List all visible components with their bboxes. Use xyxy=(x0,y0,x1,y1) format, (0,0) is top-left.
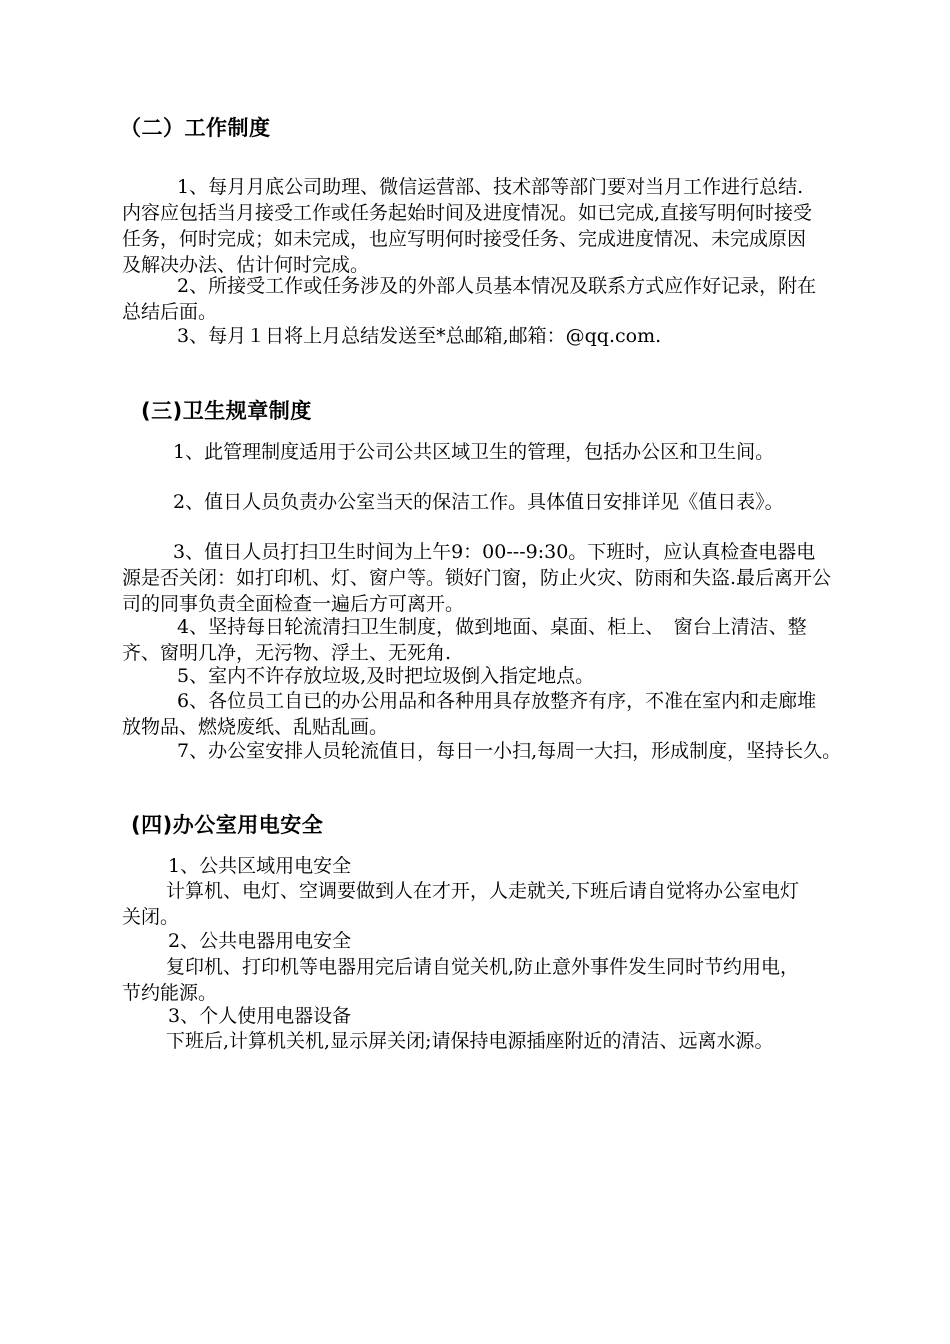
paragraph: 1、公共区域用电安全 xyxy=(168,855,352,877)
section-heading-electrical-safety: (四)办公室用电安全 xyxy=(131,813,324,837)
paragraph: 1、每月月底公司助理、微信运营部、技术部等部门要对当月工作进行总结.内容应包括当月接受工作或任务起始时间及进度情况。如已完成,直接写明何时接受任务，何时完成；如未完成，也应写明何时接受任务、完成进度情况、未完成原因及解决办法、估计何时完成。 xyxy=(122,176,813,276)
paragraph: 5、室内不许存放垃圾,及时把垃圾倒入指定地点。 xyxy=(177,665,595,687)
paragraph: 计算机、电灯、空调要做到人在才开，人走就关,下班后请自觉将办公室电灯关闭。 xyxy=(122,880,800,928)
section-heading-work-rules: （二）工作制度 xyxy=(120,116,271,140)
paragraph: 2、所接受工作或任务涉及的外部人员基本情况及联系方式应作好记录，附在总结后面。 xyxy=(122,275,817,323)
paragraph: 下班后,计算机关机,显示屏关闭;请保持电源插座附近的清洁、远离水源。 xyxy=(166,1030,774,1052)
paragraph: 1、此管理制度适用于公司公共区域卫生的管理，包括办公区和卫生间。 xyxy=(173,441,775,463)
paragraph: 3、值日人员打扫卫生时间为上午9：00---9:30。下班时，应认真检查电器电源是否关闭：如打印机、灯、窗户等。锁好门窗，防止火灾、防雨和失盗.最后离开公司的同事负责全面检查一遍后方可离开。 xyxy=(122,541,832,615)
paragraph: 4、坚持每日轮流清扫卫生制度，做到地面、桌面、柜上、 窗台上清洁、整齐、窗明几净，无污物、浮土、无死角. xyxy=(122,616,807,664)
paragraph: 7、办公室安排人员轮流值日，每日一小扫,每周一大扫，形成制度，坚持长久。 xyxy=(177,740,842,762)
paragraph: 3、个人使用电器设备 xyxy=(168,1005,352,1027)
paragraph: 6、各位员工自已的办公用品和各种用具存放整齐有序，不准在室内和走廊堆放物品、燃烧废纸、乱贴乱画。 xyxy=(122,690,817,738)
paragraph: 复印机、打印机等电器用完后请自觉关机,防止意外事件发生同时节约用电，节约能源。 xyxy=(122,956,800,1004)
section-heading-hygiene-rules: (三)卫生规章制度 xyxy=(141,399,312,423)
paragraph: 2、公共电器用电安全 xyxy=(168,930,352,952)
paragraph: 2、值日人员负责办公室当天的保洁工作。具体值日安排详见《值日表》。 xyxy=(173,491,784,513)
paragraph: 3、每月１日将上月总结发送至*总邮箱,邮箱：@qq.com. xyxy=(177,325,662,347)
